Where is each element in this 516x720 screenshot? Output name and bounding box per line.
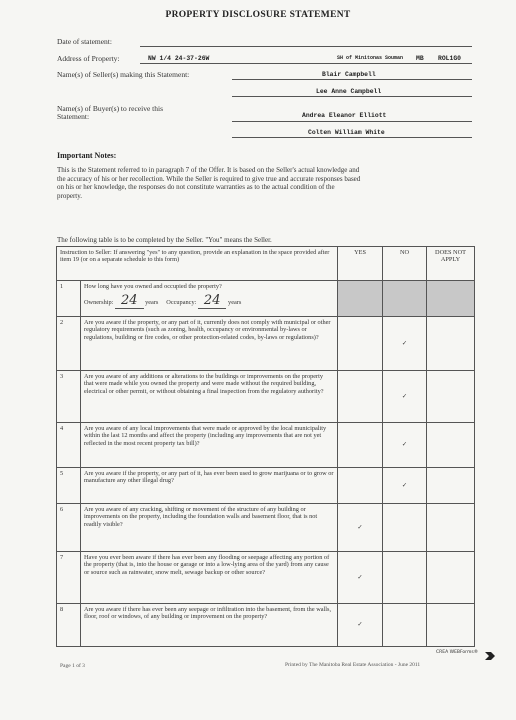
buyers-label <box>57 105 163 121</box>
yes-cell <box>338 317 383 371</box>
row-number: 1 <box>57 281 81 317</box>
address-value-2: SH of Minitonas Souman <box>337 55 404 61</box>
ownership-unit: years <box>145 299 159 307</box>
ownership-label: Ownership: <box>84 299 114 307</box>
na-cell <box>427 468 475 504</box>
page-title: PROPERTY DISCLOSURE STATEMENT <box>165 10 351 20</box>
table-row <box>57 468 475 504</box>
no-cell: ✓ <box>383 371 427 423</box>
buyer-line-1 <box>232 121 472 122</box>
na-cell <box>427 423 475 468</box>
yes-header: YES <box>338 247 383 281</box>
address-line <box>140 63 472 64</box>
occupancy-label: Occupancy: <box>166 299 197 307</box>
yes-cell: ✓ <box>338 604 383 647</box>
row-number: 2 <box>57 317 81 371</box>
seller-line-1 <box>232 79 472 80</box>
notes-line: This is the Statement referred to in paragraph 7 of the Offer. It is based on the Seller's actual knowledge and <box>57 166 360 174</box>
na-cell <box>427 604 475 647</box>
row-number: 6 <box>57 504 81 552</box>
question-text: How long have you owned and occupied the property? <box>84 283 222 290</box>
no-cell <box>383 504 427 552</box>
date-line <box>140 46 472 47</box>
seller-1: Blair Campbell <box>322 71 376 78</box>
buyers-label-line-1: Name(s) of Buyer(s) to receive this <box>57 104 164 113</box>
occupancy-unit: years <box>228 299 242 307</box>
question-text: Are you aware of any local improvements that were made or approved by the local municipality within the last 12 months and affect the property (including any improvements that are not yet reflected in the most recent property tax bill)? <box>81 423 338 468</box>
ownership-value: 24 <box>115 293 144 309</box>
crea-logo-text: CREA WEBForms® <box>436 650 479 655</box>
table-row <box>57 604 475 647</box>
yes-cell: ✓ <box>338 504 383 552</box>
date-label: Date of statement: <box>57 37 112 46</box>
page-number: Page 1 of 3 <box>60 663 85 669</box>
na-header: DOES NOT APPLY <box>427 247 475 281</box>
address-label: Address of Property: <box>57 54 120 63</box>
instruction-cell: Instruction to Seller: If answering "yes" to any question, provide an explanation in the space provided after item 19 (or on a separate schedule to this form) <box>57 247 338 281</box>
address-value-1: NW 1/4 24-37-26W <box>148 55 210 62</box>
no-header: NO <box>383 247 427 281</box>
yes-cell-shaded <box>338 281 383 317</box>
no-cell-shaded <box>383 281 427 317</box>
ownership-line <box>84 293 334 309</box>
occupancy-value: 24 <box>198 293 227 309</box>
question-text: Are you aware if the property, or any part of it, currently does not comply with municipal or other regulatory requirements (such as zoning, health, occupancy or environmental by-laws or regulations, building or fire codes, or other protection-related codes, by-laws or regulations)? <box>81 317 338 371</box>
no-cell <box>383 552 427 604</box>
address-value-4: ROL1G0 <box>438 55 462 62</box>
row-number: 4 <box>57 423 81 468</box>
yes-cell <box>338 371 383 423</box>
question-text: Are you aware if the property, or any part of it, has ever been used to grow marijuana or to grow or manufacture any other illegal drug? <box>81 468 338 504</box>
notes-line: the accuracy of his or her recollection. While the Seller is required to give true and accurate responses based <box>57 174 361 183</box>
table-row <box>57 504 475 552</box>
yes-cell <box>338 423 383 468</box>
table-row <box>57 281 475 317</box>
table-row <box>57 317 475 371</box>
table-row <box>57 371 475 423</box>
question-text: Are you aware of any additions or alterations to the buildings or improvements on the property that were made while you owned the property and were made without the required building, electrical or other permit, or without obtaining a final inspection from the regulatory authority? <box>81 371 338 423</box>
yes-cell: ✓ <box>338 552 383 604</box>
notes-heading: Important Notes: <box>57 151 117 160</box>
buyer-1: Andrea Eleanor Elliott <box>302 112 387 119</box>
sellers-label: Name(s) of Seller(s) making this Statement: <box>57 70 190 79</box>
question-cell <box>81 281 338 317</box>
question-text: Have you ever been aware if there has ever been any flooding or seepage affecting any portion of the property (that is, into the house or garage or into a low-lying area of the yard) from any cause or source such as rainwater, snow melt, sewage backup or other source? <box>81 552 338 604</box>
buyer-line-2 <box>232 137 472 138</box>
yes-cell <box>338 468 383 504</box>
address-value-3: MB <box>416 55 424 62</box>
buyers-label-line-2: Statement: <box>57 112 90 121</box>
notes-line: on his or her knowledge, the responses do not constitute warranties as to the actual condition of the <box>57 183 335 192</box>
na-cell <box>427 552 475 604</box>
table-row <box>57 552 475 604</box>
table-header-row <box>57 247 475 281</box>
seller-2: Lee Anne Campbell <box>316 88 382 95</box>
no-cell: ✓ <box>383 468 427 504</box>
na-cell <box>427 504 475 552</box>
no-cell <box>383 604 427 647</box>
arrow-right-icon <box>484 650 496 662</box>
printed-by: Printed by The Manitoba Real Estate Association - June 2011 <box>285 662 421 668</box>
row-number: 7 <box>57 552 81 604</box>
buyer-2: Colten William White <box>308 129 385 136</box>
no-cell: ✓ <box>383 317 427 371</box>
no-cell: ✓ <box>383 423 427 468</box>
na-cell <box>427 317 475 371</box>
notes-paragraph <box>57 166 477 200</box>
disclosure-table <box>56 246 475 647</box>
row-number: 3 <box>57 371 81 423</box>
seller-line-2 <box>232 96 472 97</box>
row-number: 8 <box>57 604 81 647</box>
na-cell <box>427 371 475 423</box>
na-cell-shaded <box>427 281 475 317</box>
row-number: 5 <box>57 468 81 504</box>
table-intro: The following table is to be completed by the Seller. "You" means the Seller. <box>57 236 272 244</box>
notes-line: property. <box>57 191 83 200</box>
question-text: Are you aware if there has ever been any seepage or infiltration into the basement, from the walls, floor, roof or windows, of any building or improvement on the property? <box>81 604 338 647</box>
table-row <box>57 423 475 468</box>
question-text: Are you aware of any cracking, shifting or movement of the structure of any building or improvements on the property, including the foundation walls and basement floor, that is not readily visible? <box>81 504 338 552</box>
